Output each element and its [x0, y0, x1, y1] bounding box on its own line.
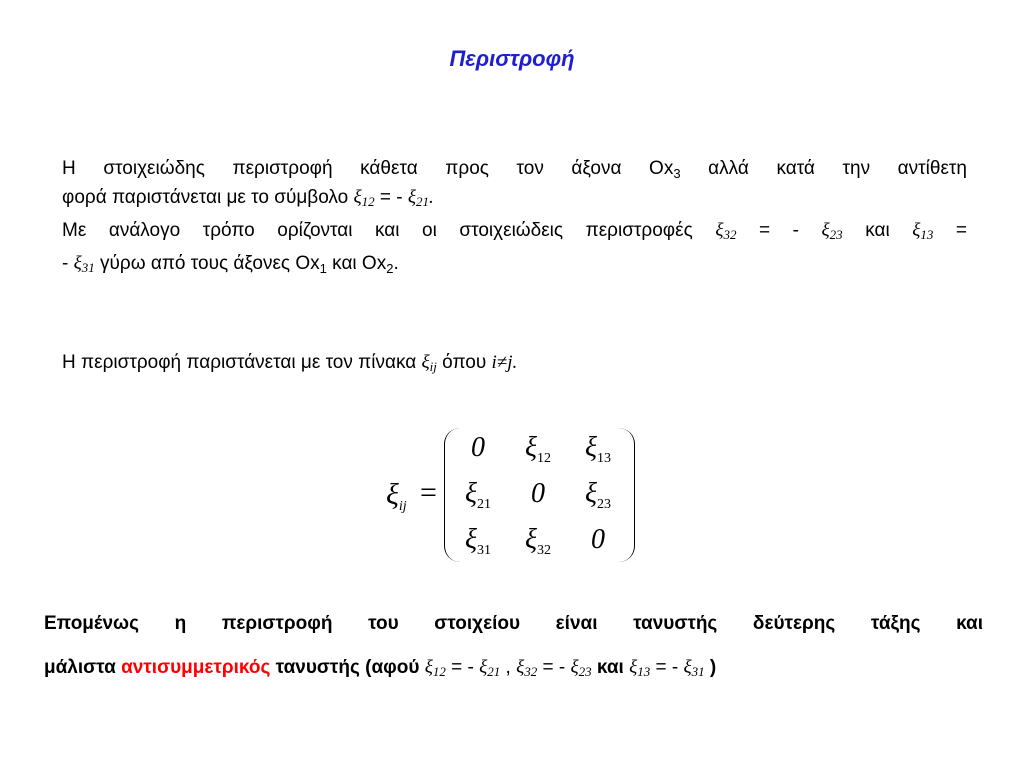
conclusion-line2: μάλιστα αντισυμμετρικός τανυστής (αφού ξ12 = - ξ21 , ξ32 = - ξ23 και ξ13 = - ξ31 ) — [44, 657, 717, 679]
matrix-cell-31: $\xi_{31}$ — [465, 524, 491, 558]
matrix-cell-22: 0 — [531, 478, 545, 509]
antisymmetric-highlight: αντισυμμετρικός — [121, 657, 271, 678]
matrix-lhs: $\xi_{ij}$ — [386, 478, 407, 514]
para1-line2: φορά παριστάνεται με το σύμβολο ξ12 = - ξ21. — [62, 187, 434, 209]
paragraph-matrix-intro: Η περιστροφή παριστάνεται με τον πίνακα ξij όπου i≠j. — [62, 352, 518, 374]
slide-title: Περιστροφή — [449, 46, 575, 71]
conclusion-line1: Επομένως η περιστροφή του στοιχείου είναι τανυστής δεύτερης τάξης και — [44, 613, 983, 634]
rotation-matrix — [380, 428, 650, 564]
para1-line4: - ξ31 γύρω από τους άξονες $Ox_1$ και $Ox_2$. — [62, 253, 399, 276]
para1-line3: Με ανάλογο τρόπο ορίζονται και οι στοιχειώδεις περιστροφές ξ32 = - ξ23 και ξ13 = — [62, 220, 968, 242]
para1-line1: Η στοιχειώδης περιστροφή κάθετα προς τον άξονα $Ox_3$ αλλά κατά την αντίθετη — [62, 158, 967, 181]
matrix-cell-32: $\xi_{32}$ — [525, 524, 551, 558]
matrix-cell-13: $\xi_{13}$ — [585, 432, 611, 466]
matrix-cell-21: $\xi_{21}$ — [465, 478, 491, 512]
matrix-cell-23: $\xi_{23}$ — [585, 478, 611, 512]
paragraph-definition — [62, 154, 967, 282]
matrix-cell-11: 0 — [471, 432, 485, 463]
matrix-cell-33: 0 — [591, 524, 605, 555]
conclusion-paragraph — [44, 602, 983, 694]
matrix-equals: = — [420, 476, 437, 509]
matrix-cell-12: $\xi_{12}$ — [525, 432, 551, 466]
